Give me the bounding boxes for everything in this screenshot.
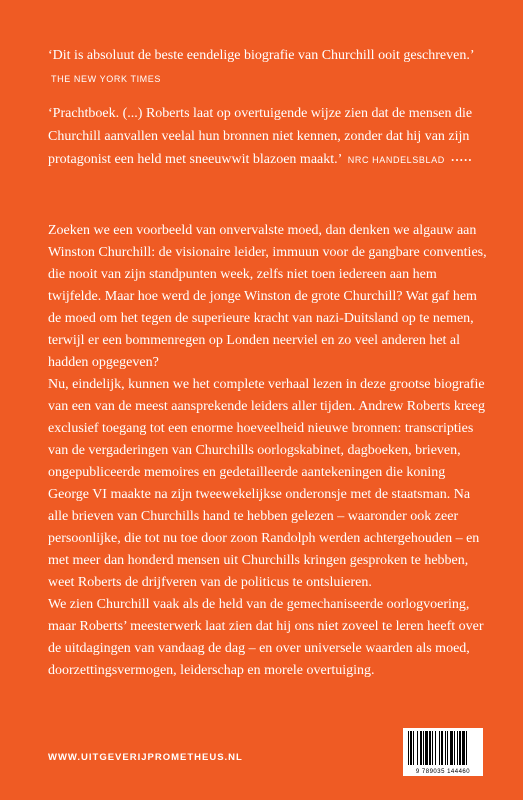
- blurb-paragraph-3: We zien Churchill vaak als de held van de gemechaniseerde oorlogvoering, maar Roberts’ meesterwerk laat zien dat hij ons niet zoveel te leren heeft over de uitdagingen van vandaag de dag – en over universele waarden als moed, doorzettingsvermogen, leiderschap en morele overtuiging.: [48, 597, 484, 678]
- barcode-bar: [432, 731, 433, 765]
- rating-stars: •••••: [451, 156, 473, 165]
- barcode-bar: [420, 731, 422, 765]
- isbn-barcode: [403, 728, 483, 776]
- quote-text: ‘Prachtboek. (...) Roberts laat op overtuigende wijze zien dat de mensen die Churchill aanvallen veelal hun bronnen niet kennen, zonder dat hij van zijn protagonist een held met sneeuwwit blazoen maakt.’: [48, 106, 473, 167]
- barcode-bar: [450, 731, 453, 765]
- review-quote-nyt: [48, 44, 488, 91]
- barcode-bar: [462, 731, 465, 765]
- barcode-bar: [408, 731, 409, 765]
- barcode-bar: [466, 731, 467, 765]
- blurb-paragraph-2: Nu, eindelijk, kunnen we het complete verhaal lezen in deze grootse biografie van een van de meest aansprekende leiders aller tijden. Andrew Roberts kreeg exclusief toegang tot een enorme hoeveelheid nieuwe bronnen: transcripties van de vergaderingen van Churchills oorlogskabinet, dagboeken, brieven, ongepubliceerde memoires en gedetailleerde aantekeningen die koning George VI maakte na zijn tweewekelijkse onderonsje met de staatsman. Na alle brieven van Churchills hand te hebben gelezen – waaronder ook zeer persoonlijke, die tot nu toe door zoon Randolph werden achtergehouden – en met meer dan honderd mensen uit Churchills kringen gesproken te hebben, weet Roberts de drijfveren van de politicus te ontsluieren.: [48, 377, 485, 590]
- barcode-bar: [439, 731, 440, 765]
- barcode-bar: [425, 731, 428, 765]
- barcode-bar: [413, 731, 414, 765]
- review-quote-nrc: [48, 102, 488, 172]
- publisher-website[interactable]: WWW.UITGEVERIJPROMETHEUS.NL: [48, 752, 243, 763]
- barcode-bar: [417, 731, 418, 765]
- barcode-bar: [410, 731, 412, 765]
- barcode-bar: [441, 731, 443, 765]
- barcode-bar: [435, 731, 436, 765]
- quote-source: THE NEW YORK TIMES: [51, 74, 161, 84]
- barcode-bar: [459, 731, 461, 765]
- book-blurb: [48, 220, 488, 682]
- blurb-paragraph-1: Zoeken we een voorbeeld van onvervalste moed, dan denken we algauw aan Winston Churchill: de visionaire leider, immuun voor de gangbare conventies, die nooit van zijn standpunten week, zelfs niet toen iedereen aan hem twijfelde. Maar hoe werd de jonge Winston de grote Churchill? Wat gaf hem de moed om het tegen de superieure kracht van nazi-Duitsland op te nemen, terwijl er een bommenregen op Londen neerviel en zo veel anderen het al hadden opgegeven?: [48, 223, 487, 370]
- barcode-bar: [457, 731, 458, 765]
- quote-source: NRC HANDELSBLAD: [347, 155, 445, 165]
- barcode-bar: [454, 731, 455, 765]
- barcode-bar: [429, 731, 431, 765]
- quote-text: ‘Dit is absoluut de beste eendelige biografie van Churchill ooit geschreven.’: [48, 48, 474, 63]
- barcode-bar: [447, 731, 448, 765]
- isbn-number: 9 789035 144460: [415, 769, 471, 775]
- barcode-bars: [407, 731, 479, 767]
- barcode-bar: [445, 731, 446, 765]
- barcode-bar: [423, 731, 424, 765]
